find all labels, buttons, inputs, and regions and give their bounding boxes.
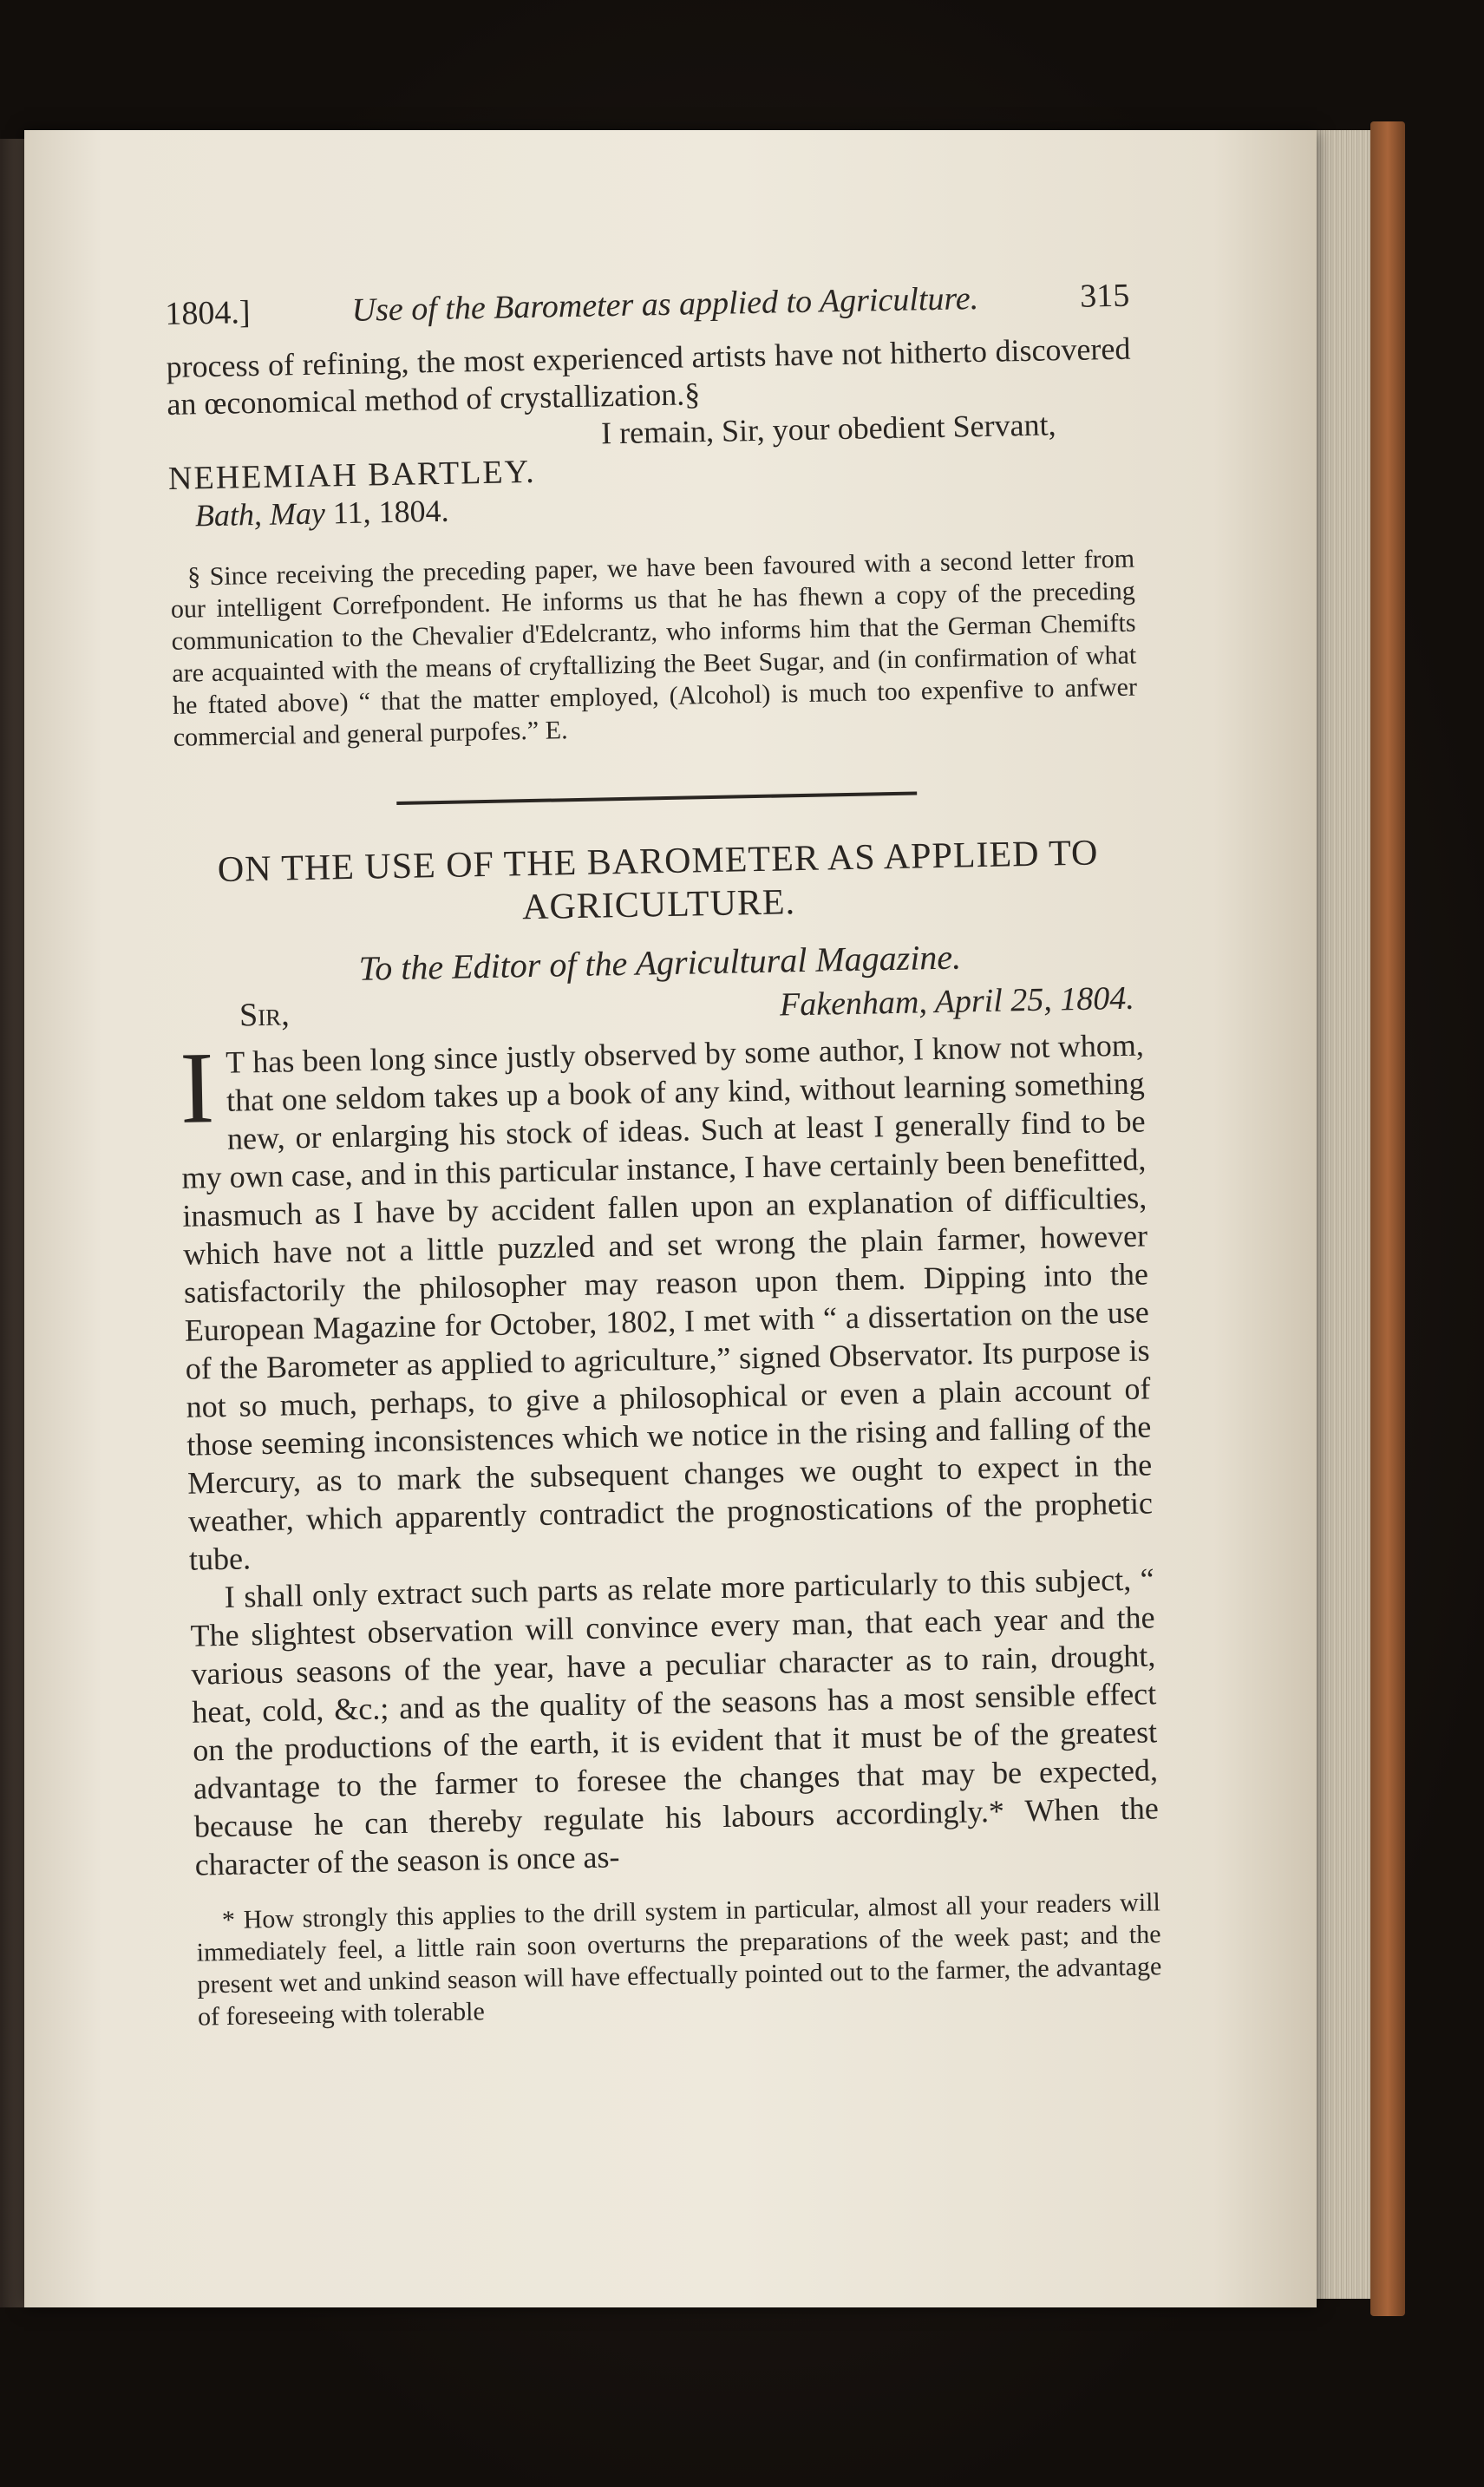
letter-closing: I remain, Sir, your obedient Servant, — [600, 407, 1056, 451]
salutation: Sir, — [239, 996, 290, 1034]
article-heading — [175, 831, 1141, 936]
article-paragraph-1 — [180, 1025, 1154, 1578]
running-head-date: 1804.] — [165, 294, 251, 332]
article-paragraph-2: I shall only extract such parts as relate more particularly to this subject, “ The slightest observation will convince every man, that each year and the various seasons of the year, have a peculiar character as to rain, drought, heat, cold, &c.; and as the quality of the seasons has a most sensible effect on the productions of the earth, it is evident that it must be of the greatest advantage to the farmer to foresee the changes that may be expected, because he can thereby regulate his labours accordingly.* When the character of the season is once as- — [190, 1561, 1160, 1882]
section-rule — [396, 791, 917, 805]
letter-signature: NEHEMIAH BARTLEY. — [167, 453, 537, 497]
page-text — [165, 277, 1163, 2059]
facing-page-edge — [0, 139, 26, 2307]
article-place-date: Fakenham, April 25, 1804. — [779, 979, 1135, 1024]
letter-date: 11, 1804. — [332, 493, 449, 531]
page-number: 315 — [1079, 277, 1130, 315]
paragraph-1-text: T has been long since justly observed by some author, I know not whom, that one seldom takes up a book of any kind, without learning something new, or enlarging his stock of ideas. Such at least I generally find to be my own case, and in this particular instance, I have certainly been benefitted, inasmuch as I have by accident fallen upon an explanation of difficulties, which have not a little puzzled and set wrong the plain farmer, however satisfactorily the philosopher may reason upon them. Dipping into the European Magazine for October, 1802, I met with “ a dissertation on the use of the Barometer as applied to agriculture,” signed Observator. Its purpose is not so much, perhaps, to give a philosophical or even a plain account of those seeming inconsistences which we notice in the rising and falling of the Mercury, as to mark the subsequent changes we ought to expect in the weather, which apparently contradict the prognostications of the prophetic tube. — [181, 1027, 1154, 1577]
book-cover-edge — [1370, 121, 1405, 2316]
article-heading-line-1: ON THE USE OF THE BAROMETER AS APPLIED TO — [217, 833, 1099, 890]
article-heading-line-2: AGRICULTURE. — [521, 882, 796, 928]
letter-end-text: process of refining, the most experienced artists have not hitherto discovered an œconomical method of crystallization.§ — [166, 331, 1131, 422]
footnote: * How strongly this applies to the drill system in particular, almost all your readers will immediately feel, a little rain soon overturns the preparations of the week past; and the present wet and unkind season will have effectually pointed out to the farmer, the advantage of foreseeing with tolerable — [196, 1888, 1162, 2032]
article-address: To the Editor of the Agricultural Magazine. — [358, 937, 962, 988]
running-head-title: Use of the Barometer as applied to Agriculture. — [351, 279, 979, 329]
letter-place: Bath, May — [194, 495, 326, 533]
previous-letter-end — [166, 331, 1134, 535]
editor-postscript: § Since receiving the preceding paper, we have been favoured with a second letter from our intelligent Correfpondent. He informs us that he has fhewn a copy of the preceding communication to the Chevalier d'Edelcrantz, who informs him that the German Chemifts are acquainted with the means of cryftallizing the Beet Sugar, and (in confirmation of what he ftated above) “ that the matter employed, (Alcohol) is much too expenfive to anfwer commercial and general purpofes.” E. — [170, 544, 1138, 752]
drop-cap: I — [179, 1031, 216, 1145]
